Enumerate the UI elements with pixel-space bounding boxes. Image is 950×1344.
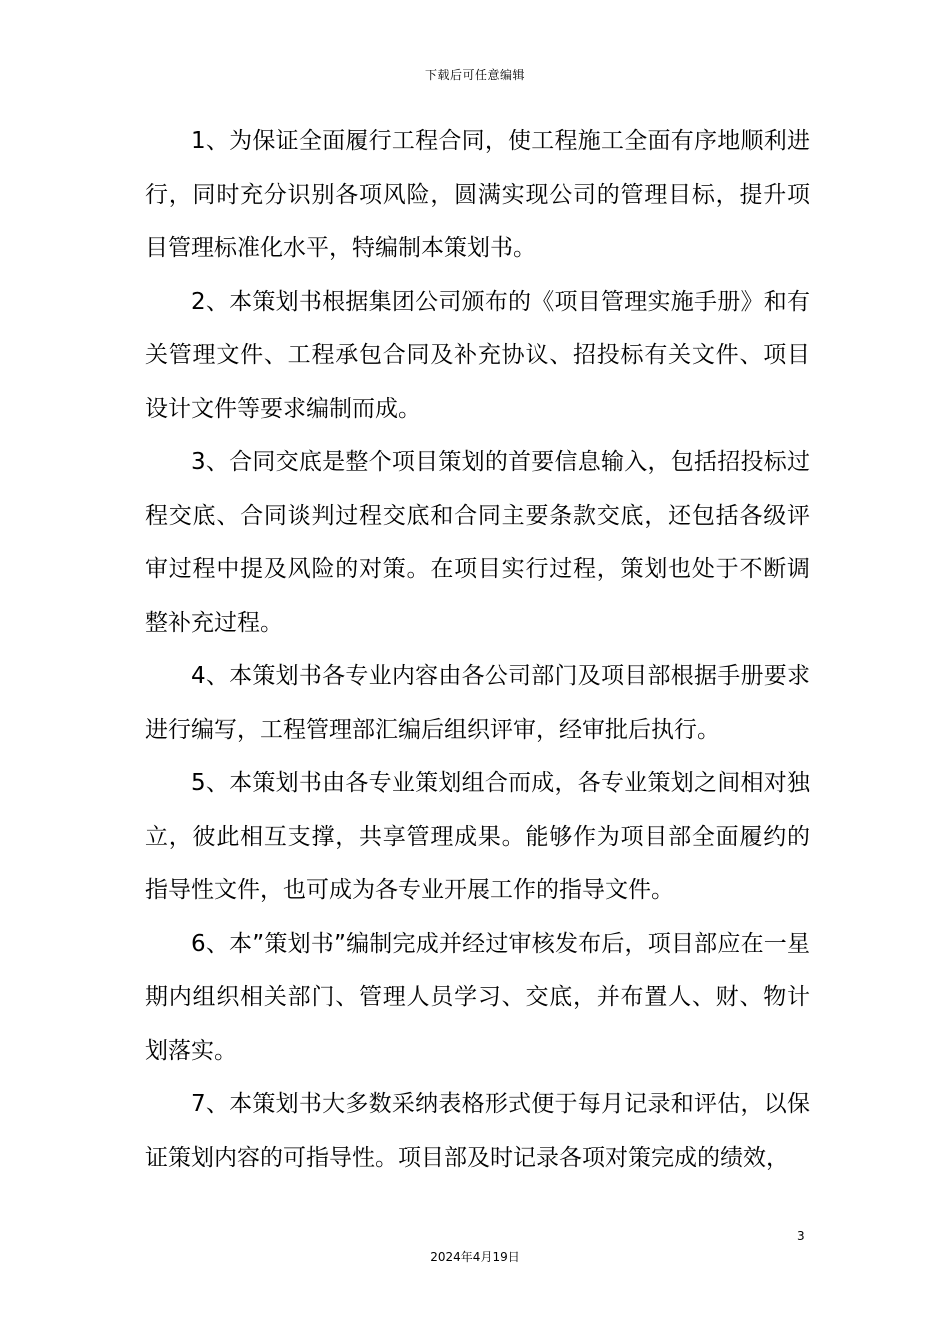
document-body (145, 115, 810, 1185)
paragraph-5: 5、本策划书由各专业策划组合而成，各专业策划之间相对独立，彼此相互支撑，共享管理成果。能够作为项目部全面履约的指导性文件，也可成为各专业开展工作的指导文件。 (145, 770, 810, 903)
paragraph-1: 1、为保证全面履行工程合同，使工程施工全面有序地顺利进行，同时充分识别各项风险，圆满实现公司的管理目标，提升项目管理标准化水平，特编制本策划书。 (145, 128, 810, 261)
paragraph-6: 6、本”策划书”编制完成并经过审核发布后，项目部应在一星期内组织相关部门、管理人员学习、交底，并布置人、财、物计划落实。 (145, 930, 810, 1064)
paragraph-2: 2、本策划书根据集团公司颁布的《项目管理实施手册》和有关管理文件、工程承包合同及补充协议、招投标有关文件、项目设计文件等要求编制而成。 (145, 288, 810, 422)
header-note: 下载后可任意编辑 (424, 68, 525, 82)
footer-date: 2024年4月19日 (430, 1250, 520, 1264)
page-number: 3 (797, 1229, 805, 1243)
paragraph-3: 3、合同交底是整个项目策划的首要信息输入，包括招投标过程交底、合同谈判过程交底和合同主要条款交底，还包括各级评审过程中提及风险的对策。在项目实行过程，策划也处于不断调整补充过程。 (145, 449, 810, 636)
paragraph-7: 7、本策划书大多数采纳表格形式便于每月记录和评估，以保证策划内容的可指导性。项目部及时记录各项对策完成的绩效， (145, 1091, 810, 1171)
paragraph-4: 4、本策划书各专业内容由各公司部门及项目部根据手册要求进行编写，工程管理部汇编后组织评审，经审批后执行。 (145, 663, 810, 743)
